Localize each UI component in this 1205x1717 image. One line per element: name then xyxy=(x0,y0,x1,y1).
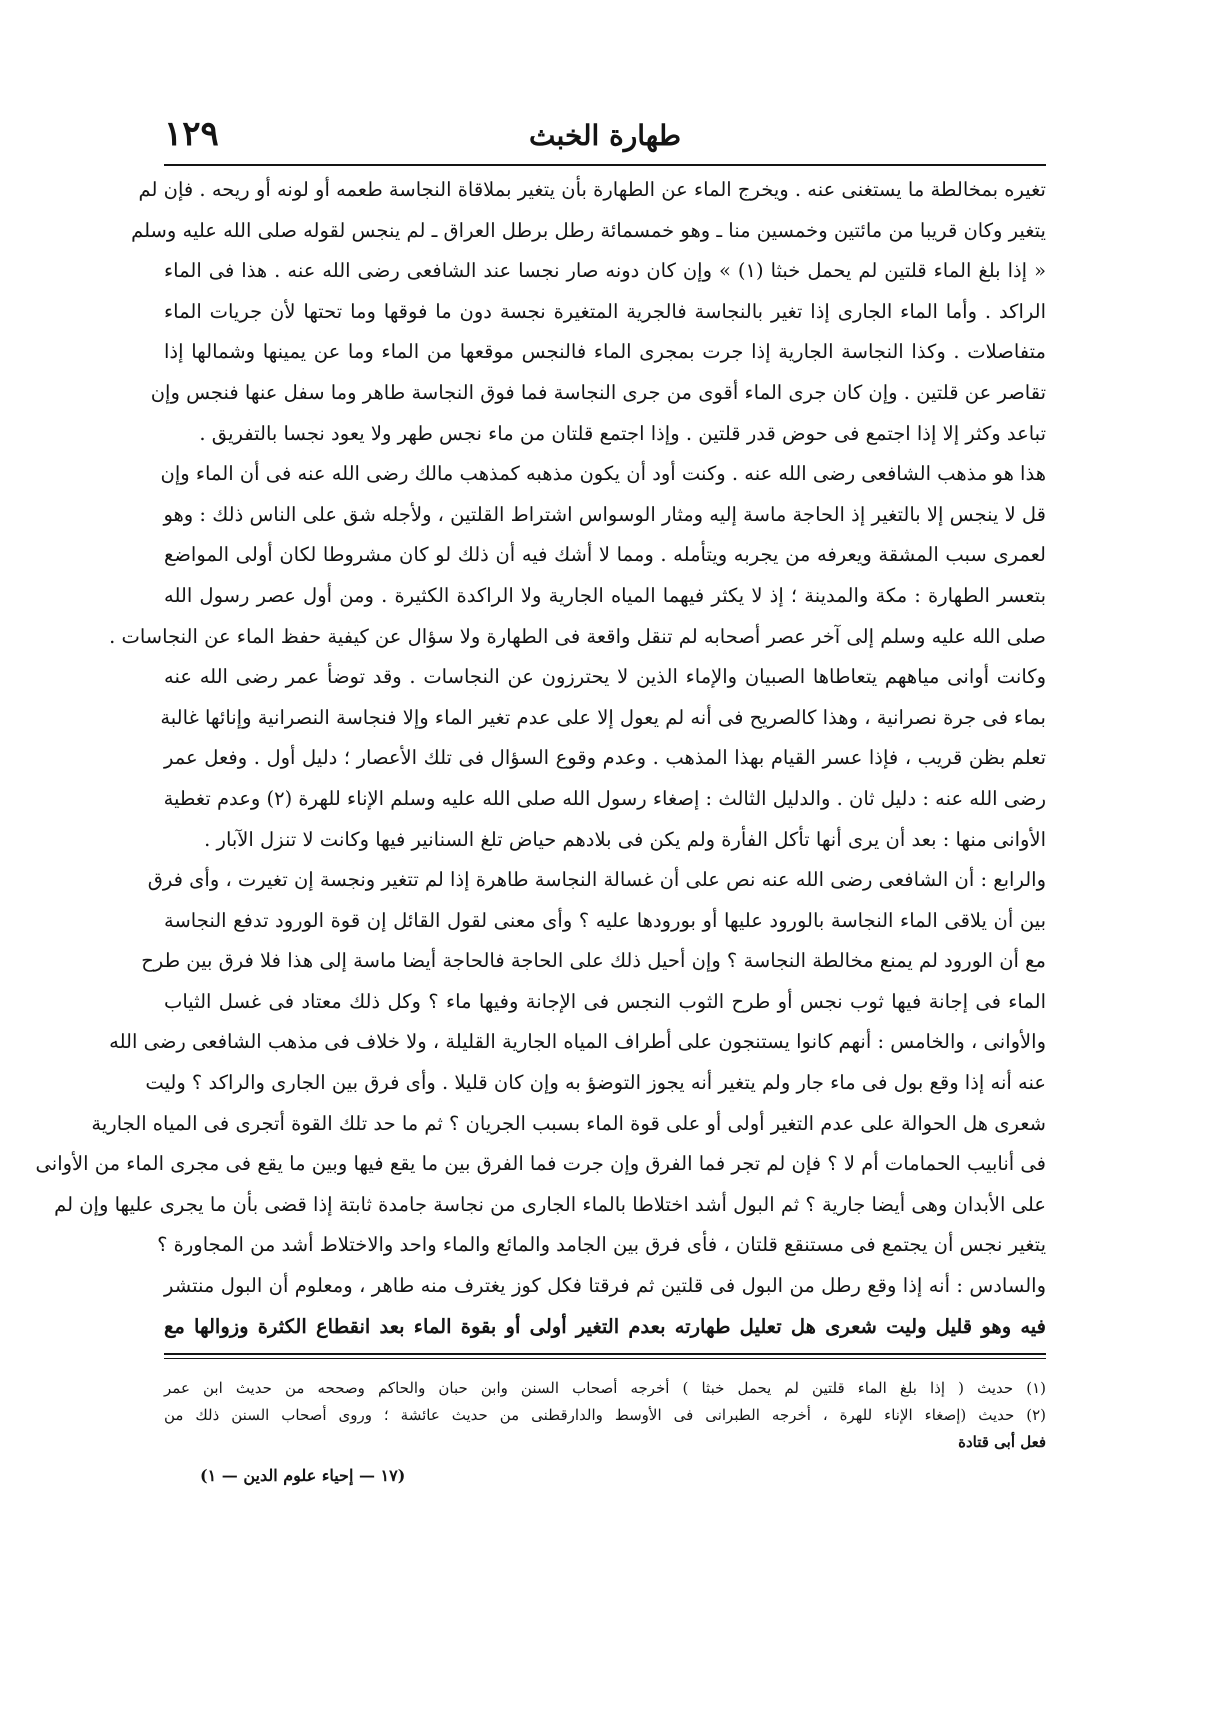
text-line: بماء فى جرة نصرانية ، وهذا كالصريح فى أنه لم يعول إلا على عدم تغير الماء وإلا فنجاسة النصرانية وإنائها غالبة xyxy=(160,705,1046,729)
text-line: فى أنابيب الحمامات أم لا ؟ فإن لم تجر فما الفرق وإن جرت فما الفرق بين ما يقع فيها وبين ما يقع فى مجرى الماء من الأوانى xyxy=(35,1152,1046,1176)
text-line: تعلم بظن قريب ، فإذا عسر القيام بهذا المذهب . وعدم وقوع السؤال فى تلك الأعصار ؛ دليل أول . وفعل عمر xyxy=(164,746,1046,770)
body-text xyxy=(35,170,1047,1347)
text-line: الماء فى إجانة فيها ثوب نجس أو طرح الثوب النجس فى الإجانة وفيها ماء ؟ وكل ذلك معتاد فى غسل الثياب xyxy=(164,989,1046,1013)
running-title: طهارة الخبث xyxy=(529,119,681,152)
text-line: والسادس : أنه إذا وقع رطل من البول فى قلتين ثم فرقتا فكل كوز يغترف منه طاهر ، ومعلوم أن البول منتشر xyxy=(164,1274,1046,1298)
footnote-rule-thin xyxy=(164,1358,1046,1359)
text-line: « إذا بلغ الماء قلتين لم يحمل خبثا (١) » وإن كان دونه صار نجسا عند الشافعى رضى الله عنه . هذا فى الماء xyxy=(164,259,1047,283)
text-line: تقاصر عن قلتين . وإن كان جرى الماء أقوى من جرى النجاسة فما فوق النجاسة طاهر وما سفل عنها فنجس وإن xyxy=(150,380,1046,404)
text-line: صلى الله عليه وسلم إلى آخر عصر أصحابه لم تنقل واقعة فى الطهارة ولا سؤال عن كيفية حفظ الماء عن النجاسات . xyxy=(109,624,1046,648)
footnote-2-continued: فعل أبى قتادة xyxy=(958,1433,1046,1451)
text-line: والرابع : أن الشافعى رضى الله عنه نص على أن غسالة النجاسة طاهرة إذا لم تتغير ونجسة إن تغيرت ، وأى فرق xyxy=(147,868,1046,892)
header-rule xyxy=(164,164,1046,166)
text-line: بين أن يلاقى الماء النجاسة بالورود عليها أو بورودها عليه ؟ وأى معنى لقول القائل إن قوة الورود تدفع النجاسة xyxy=(164,908,1046,932)
text-line: الراكد . وأما الماء الجارى إذا تغير بالنجاسة فالجرية المتغيرة نجسة دون ما فوقها وما تحتها لأن جريات الماء xyxy=(164,299,1046,323)
page-header xyxy=(164,114,1046,162)
text-line: متفاصلات . وكذا النجاسة الجارية إذا جرت بمجرى الماء فالنجس موقعها من الماء وما عن يمينها وشمالها إذا xyxy=(164,340,1046,364)
footnote-1: (١) حديث ( إذا بلغ الماء قلتين لم يحمل خبثا ) أخرجه أصحاب السنن وابن حبان والحاكم وصححه من حديث ابن عمر xyxy=(164,1379,1046,1397)
text-line: على الأبدان وهى أيضا جارية ؟ ثم البول أشد اختلاطا بالماء الجارى من نجاسة جامدة ثابتة إذا قضى بأن ما يجرى عليها وإن لم xyxy=(54,1192,1046,1216)
text-line: رضى الله عنه : دليل ثان . والدليل الثالث : إصغاء رسول الله صلى الله عليه وسلم الإناء للهرة (٢) وعدم تغطية xyxy=(163,786,1046,810)
text-line: قل لا ينجس إلا بالتغير إذ الحاجة ماسة إليه ومثار الوسواس اشتراط القلتين ، ولأجله شق على الناس ذلك : وهو xyxy=(163,502,1046,526)
text-line: شعرى هل الحوالة على عدم التغير أولى أو على قوة الماء بسبب الجريان ؟ ثم ما حد تلك القوة أتجرى فى المياه الجارية xyxy=(91,1111,1046,1135)
footnotes xyxy=(164,1375,1046,1456)
text-line: بتعسر الطهارة : مكة والمدينة ؛ إذ لا يكثر فيهما المياه الجارية ولا الراكدة الكثيرة . ومن أول عصر رسول الله xyxy=(164,583,1046,607)
text-line: عنه أنه إذا وقع بول فى ماء جار ولم يتغير أنه يجوز التوضؤ به وإن كان قليلا . وأى فرق بين الجارى والراكد ؟ وليت xyxy=(145,1071,1046,1095)
text-line: يتغير وكان قريبا من مائتين وخمسين منا ـ وهو خمسمائة رطل برطل العراق ـ لم ينجس لقوله صلى الله عليه وسلم xyxy=(131,218,1046,242)
text-line: يتغير نجس أن يجتمع فى مستنقع قلتان ، فأى فرق بين الجامد والمائع والماء واحد والاختلاط أشد من المجاورة ؟ xyxy=(157,1233,1046,1257)
footnote-2: (٢) حديث (إصغاء الإناء للهرة ، أخرجه الطبرانى فى الأوسط والدارقطنى من حديث عائشة ؛ وروى أصحاب السنن ذلك من xyxy=(164,1406,1046,1424)
text-line: وكانت أوانى مياههم يتعاطاها الصبيان والإماء الذين لا يحترزون عن النجاسات . وقد توضأ عمر رضى الله عنه xyxy=(164,665,1046,689)
footnote-rule xyxy=(164,1353,1046,1355)
page-number: ١٢٩ xyxy=(164,114,219,154)
text-line: لعمرى سبب المشقة ويعرفه من يجربه ويتأمله . ومما لا أشك فيه أن ذلك لو كان مشروطا لكان أولى المواضع xyxy=(164,543,1046,567)
printer-signature: (١٧ — إحياء علوم الدين — ١) xyxy=(200,1466,406,1485)
text-line: تغيره بمخالطة ما يستغنى عنه . ويخرج الماء عن الطهارة بأن يتغير بملاقاة النجاسة طعمه أو لونه أو ريحه . فإن لم xyxy=(138,178,1046,201)
text-line: مع أن الورود لم يمنع مخالطة النجاسة ؟ وإن أحيل ذلك على الحاجة فالحاجة أيضا ماسة إلى هذا فلا فرق بين طرح xyxy=(141,949,1046,973)
text-line: الأوانى منها : بعد أن يرى أنها تأكل الفأرة ولم يكن فى بلادهم حياض تلغ السنانير فيها وكانت لا تنزل الآبار . xyxy=(204,827,1046,851)
text-line: هذا هو مذهب الشافعى رضى الله عنه . وكنت أود أن يكون مذهبه كمذهب مالك رضى الله عنه فى أن الماء وإن xyxy=(160,462,1046,486)
text-line: تباعد وكثر إلا إذا اجتمع فى حوض قدر قلتين . وإذا اجتمع قلتان من ماء نجس طهر ولا يعود نجسا بالتفريق . xyxy=(199,421,1046,445)
text-line: فيه وهو قليل وليت شعرى هل تعليل طهارته بعدم التغير أولى أو بقوة الماء بعد انقطاع الكثرة وزوالها مع xyxy=(164,1314,1046,1338)
text-line: والأوانى ، والخامس : أنهم كانوا يستنجون على أطراف المياه الجارية القليلة ، ولا خلاف فى مذهب الشافعى رضى الله xyxy=(109,1030,1046,1054)
